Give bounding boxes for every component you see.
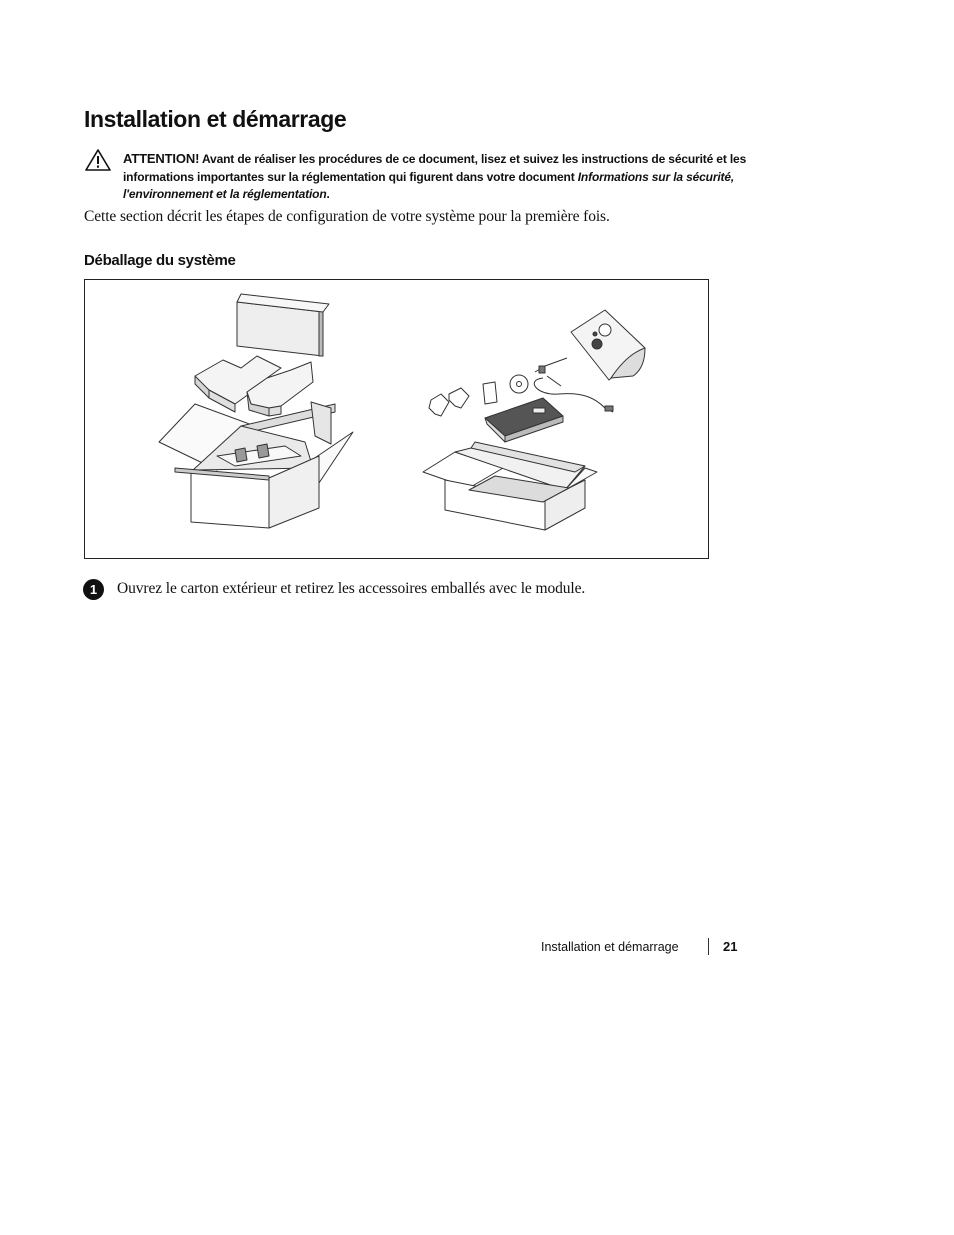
rack-brackets bbox=[429, 388, 469, 416]
attention-doc-title: Informations sur la sécurité, l'environnement et la réglementation bbox=[123, 169, 735, 201]
attention-notice bbox=[123, 150, 763, 204]
tray-accessory bbox=[485, 398, 563, 442]
section-heading: Déballage du système bbox=[84, 252, 236, 269]
unpacking-illustration bbox=[84, 279, 709, 559]
open-box-left bbox=[159, 402, 353, 528]
page-title: Installation et démarrage bbox=[84, 106, 347, 132]
attention-label: ATTENTION! bbox=[123, 151, 200, 166]
cd-disc bbox=[510, 375, 528, 393]
attention-text: Avant de réaliser les procédures de ce document, lisez et suivez les instructions de sécurité et les informations importantes sur la réglementation qui figurent dans votre document bbox=[123, 152, 747, 184]
manual-booklet bbox=[571, 310, 645, 380]
attention-text-end: . bbox=[326, 187, 330, 201]
accessory-card bbox=[483, 382, 497, 404]
footer-page-number: 21 bbox=[723, 939, 738, 954]
step-number-badge: 1 bbox=[83, 579, 104, 600]
open-box-right bbox=[423, 442, 597, 530]
foam-inserts bbox=[195, 356, 313, 416]
unpacking-drawing bbox=[85, 280, 708, 558]
step-instruction: Ouvrez le carton extérieur et retirez les accessoires emballés avec le module. bbox=[117, 580, 586, 597]
warning-icon bbox=[85, 149, 111, 171]
bezel-part bbox=[237, 294, 329, 356]
intro-paragraph: Cette section décrit les étapes de configuration de votre système pour la première fois. bbox=[84, 208, 610, 225]
footer-section-title: Installation et démarrage bbox=[541, 940, 679, 954]
footer-divider bbox=[708, 938, 709, 955]
